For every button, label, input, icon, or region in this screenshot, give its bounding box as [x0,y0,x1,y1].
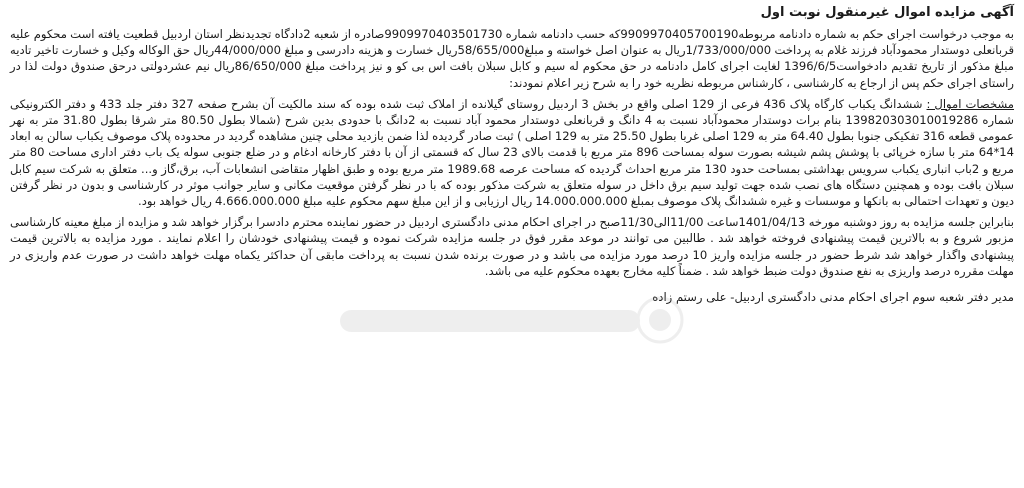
notice-signature: مدیر دفتر شعبه سوم اجرای احکام مدنی دادگستری اردبیل- علی رستم زاده [652,290,1014,305]
notice-paragraph-property-specs [10,96,1014,209]
notice-paragraph-request: به موجب درخواست اجرای حکم به شماره دادنامه مربوطه9909970405700190که حسب دادنامه شماره 9909970403501730صادره از شعبه 2دادگاه تجدیدنظر استان اردبیل قطعیت یافته است محکوم علیه قربانعلی دوستدار محمودآباد فرزند غلام به پرداخت 1/733/000/000ریال به عنوان اصل خواسته و مبلغ58/655/000ریال خسارت و هزینه دادرسی و مبلغ 44/000/000ریال حق الوکاله وکیل و خسارت تاخیر تادیه مبلغ مذکور از تاریخ تقدیم دادخواست1396/6/5 لغایت اجرای کامل دادنامه در حق محکوم له سیم و کابل سبلان بافت اس بی کو و نیز پرداخت مبلغ 86/650/000ریال نیم عشردولتی درحق صندوق دولت لذا در راستای اجرای حکم پس از ارجاع به کارشناسی ، کارشناس مربوطه نظریه خود را به شرح زیر اعلام نمودند: [10,27,1015,90]
property-specs-text: ششدانگ یکباب کارگاه پلاک 436 فرعی از 129 اصلی واقع در بخش 3 اردبیل روستای گیلانده از املاک ثبت شده بوده که سند مالکیت آن بشرح صفحه 327 دفتر جلد 433 و دفتر الکترونیکی شماره 13982030301001928‌6 بنام برات دوستدار محمودآباد نسبت به 4 دانگ و قربانعلی دوستدار محمود آباد نسبت به 2دانگ با حدودی بدین شرح (شمالا بطول 80.50 متر شرقا بطول 31.80 متر به نهر عمومی قطعه 316 تفکیکی جنوبا بطول 64.40 متر به 129 اصلی غربا بطول 25.50 متر به 129 اصلی ) ثبت صادر گردیده لذا ضمن بازدید محلی چنین مشاهده گردید در محدوده پلاک موصوف یکباب سالن به ابعاد 14*64 متر با سازه خرپائی با پوشش پشم شیشه بصورت سوله بمساحت 896 متر مربع با قدمت بالای 23 سال که قسمتی از آن با دفتر کارخانه ادغام و در ضلع جنوبی سوله یک باب دفتر اداری مساحت 80 متر مربع و 2باب انباری یکباب سرویس بهداشتی بمساحت حدود 130 متر مربع احداث گردیده که مساحت عرصه 1989.68 متر مربع بوده و طبق اظهار متقاضی انشعابات آب، برق،گاز و... متعلق به شرکت سیم کابل سبلان بافت بوده و همچنین دستگاه های نصب شده جهت تولید سیم برق داخل در سوله متعلق به شرکت مذکور بوده که با در نظر گرفتن موقعیت مکانی و سایر جوانب موثر در کارشناسی و بدون در نظر گرفتن دیون و تعهدات احتمالی به بانکها و موسسات و غیره ششدانگ پلاک موصوف بمبلغ 14.000.000.000 ریال ارزیابی و از این مبلغ سهم محکوم علیه مبلغ 4.666.000.000 ریال خواهد بود. [10,96,1015,209]
property-specs-label: مشخصات اموال : [926,96,1015,111]
notice-title: آگهی مزایده اموال غیرمنقول نوبت اول [760,5,1014,20]
notice-paragraph-auction-session: بنابراین جلسه مزایده به روز دوشنبه مورخه 1401/04/13ساعت 11/00الی11/30صبح در اجرای احکام مدنی دادگستری اردبیل در حضور نماینده محترم دادسرا برگزار خواهد شد و مزایده از مبلغ معینه کارشناسی مزبور شروع و به بالاترین قیمت پیشنهادی فروخته خواهد شد . طالبین می توانند در موعد مقرر فوق در جلسه مزایده شرکت نموده و قیمت پیشنهادی خودشان را اعلام نمایند . مورد مزایده به بالاترین قیمت پیشنهادی واگذار خواهد شد شرط حضور در جلسه مزایده واریز 10 درصد مورد مزایده می باشد و در صورت برنده شدن نسبت به پرداخت مابقی آن حداکثر یکماه مهلت خواهد داشت در صورت عدم واریزی در مهلت مقرره درصد واریزی به نفع صندوق دولت ضبط خواهد شد . ضمناً کلیه مخارج بعهده محکوم علیه می باشد. [10,215,1015,278]
